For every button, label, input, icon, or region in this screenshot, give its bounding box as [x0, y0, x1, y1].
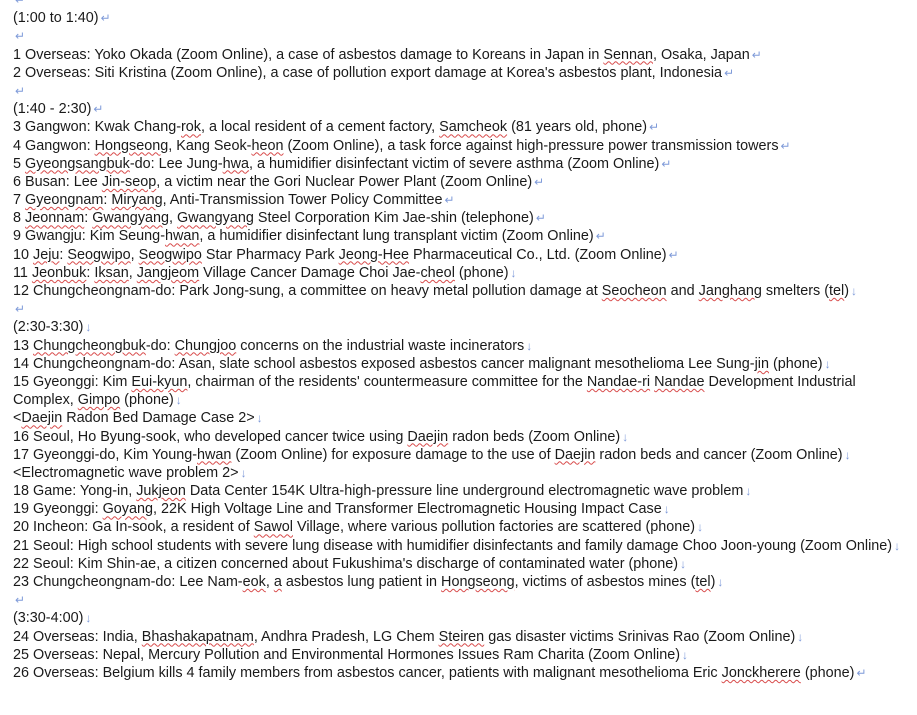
spellcheck-flagged-word: Goyang — [102, 501, 154, 518]
spellcheck-flagged-word: Seogwipo — [138, 246, 202, 263]
paragraph-mark-icon — [669, 248, 679, 262]
empty-line[interactable] — [13, 591, 913, 609]
text-run: ) — [844, 283, 850, 299]
spellcheck-flagged-word: Bhashakapatnam — [141, 628, 254, 645]
text-run: 21 Seoul: High school students with severe lung disease with humidifier disinfectants and family damage Choo Joon-young (Zoom Online) — [13, 537, 893, 554]
document-body — [13, 0, 913, 682]
spellcheck-flagged-word: rok — [181, 119, 201, 136]
spellcheck-flagged-word: Steiren — [438, 628, 485, 645]
spellcheck-flagged-word: Daejin — [21, 410, 63, 427]
paragraph-mark-icon — [596, 229, 606, 243]
document-line[interactable] — [13, 664, 913, 682]
document-line[interactable] — [13, 173, 913, 191]
text-run: 7 — [13, 192, 26, 209]
document-line[interactable] — [13, 209, 913, 227]
text-run: , Kang Seok- — [168, 137, 252, 154]
text-run: -do: Lee Jung- — [129, 155, 223, 172]
text-run: concerns on the industrial waste incinerators — [236, 337, 525, 354]
text-run: Star Pharmacy Park — [201, 246, 339, 263]
text-run: 4 Gangwon: — [13, 137, 95, 154]
text-run: (Zoom Online), a task force against high-pressure power transmission towers — [283, 137, 779, 154]
text-run: , 22K High Voltage Line and Transformer Electromagnetic Housing Impact Case — [153, 501, 662, 518]
document-line[interactable] — [13, 282, 913, 300]
spellcheck-flagged-word: Jeonnam — [25, 210, 85, 227]
spellcheck-flagged-word: Seogwipo — [67, 246, 131, 263]
text-run: 14 Chungcheongnam-do: Asan, slate school asbestos exposed asbestos cancer malignant mesothelioma Lee Sung- — [13, 355, 755, 372]
line-break-mark-icon — [845, 448, 851, 462]
paragraph-mark-icon — [661, 157, 671, 171]
spellcheck-flagged-word: Jangjeom — [136, 264, 200, 281]
document-line[interactable] — [13, 137, 913, 155]
text-run: , a humidifier disinfectant lung transplant victim (Zoom Online) — [199, 228, 594, 245]
spellcheck-flagged-word: hwa — [222, 155, 250, 172]
empty-line[interactable] — [13, 82, 913, 100]
text-run: (phone) — [120, 392, 174, 409]
spellcheck-flagged-word: a — [273, 574, 282, 591]
text-run: 23 Chungcheongnam-do: Lee Nam- — [13, 574, 243, 591]
spellcheck-flagged-word: Chungjoo — [174, 337, 237, 354]
spellcheck-flagged-word: Gwangyang — [92, 210, 170, 227]
spellcheck-flagged-word: hwan — [164, 228, 200, 245]
document-line[interactable] — [13, 318, 913, 336]
text-run: 18 Game: Yong-in, — [13, 483, 137, 500]
document-line[interactable] — [13, 155, 913, 173]
spellcheck-flagged-word: cheol — [420, 264, 455, 281]
text-run: , a humidifier disinfectant victim of severe asthma (Zoom Online) — [249, 155, 660, 172]
document-line[interactable] — [13, 428, 913, 446]
text-run: (phone) — [800, 664, 855, 681]
text-run: gas disaster victims Srinivas Rao (Zoom Online) — [484, 628, 796, 645]
text-run: 9 Gwangju: Kim Seung- — [13, 228, 165, 245]
empty-line[interactable] — [13, 27, 913, 45]
spellcheck-flagged-word: heon — [251, 137, 284, 154]
line-break-mark-icon — [526, 339, 532, 353]
text-run: -do: — [145, 337, 175, 354]
paragraph-mark-icon — [15, 84, 25, 98]
line-break-mark-icon — [241, 466, 247, 480]
text-run: radon beds (Zoom Online) — [448, 428, 621, 445]
document-line[interactable] — [13, 482, 913, 500]
text-run: : — [59, 246, 68, 263]
text-run: 22 Seoul: Kim Shin-ae, a citizen concerned about Fukushima's discharge of contaminated water (phone) — [13, 555, 679, 572]
text-run: , a local resident of a cement factory, — [201, 119, 440, 136]
text-run: 11 — [13, 264, 32, 281]
spellcheck-flagged-word: Daejin — [554, 446, 596, 463]
spellcheck-flagged-word: Jeonbuk — [31, 264, 87, 281]
spellcheck-flagged-word: Sennan — [603, 46, 653, 63]
line-break-mark-icon — [717, 575, 723, 589]
text-run: , — [128, 264, 137, 281]
text-run: 19 Gyeonggi: — [13, 501, 103, 518]
text-run: 10 — [13, 246, 34, 263]
text-run: Development Industrial Complex, — [13, 373, 856, 409]
document-line[interactable] — [13, 628, 913, 646]
text-run: 16 Seoul, Ho Byung-sook, who developed cancer twice using — [13, 428, 408, 445]
document-line[interactable] — [13, 609, 913, 627]
empty-line[interactable] — [13, 0, 913, 9]
document-line[interactable] — [13, 246, 913, 264]
spellcheck-flagged-word: Daejin — [407, 428, 449, 445]
spellcheck-flagged-word: Nandae — [654, 373, 705, 390]
spellcheck-flagged-word: jin — [754, 355, 769, 372]
text-run: 26 Overseas: Belgium kills 4 family members from asbestos cancer, patients with malignant mesothelioma Eric — [13, 664, 722, 681]
spellcheck-flagged-word: Janghang — [698, 283, 762, 299]
spellcheck-flagged-word: Chungcheongbuk — [33, 337, 146, 354]
spellcheck-flagged-word: Miryang — [111, 192, 163, 209]
spellcheck-flagged-word: Seocheon — [601, 283, 667, 299]
spellcheck-flagged-word: Sawol — [253, 519, 293, 536]
document-line[interactable] — [13, 46, 913, 64]
text-run: smelters ( — [761, 283, 830, 299]
spellcheck-flagged-word: Jukjeon — [136, 483, 186, 500]
text-run: <Electromagnetic wave problem 2> — [13, 464, 239, 481]
paragraph-mark-icon — [15, 593, 25, 607]
text-run: (1:00 to 1:40) — [13, 10, 99, 27]
document-line[interactable] — [13, 537, 913, 555]
text-run: radon beds and cancer (Zoom Online) — [595, 446, 843, 463]
paragraph-mark-icon — [856, 666, 866, 680]
text-run: and — [666, 283, 699, 299]
text-run: , victims of asbestos mines ( — [514, 574, 696, 591]
text-run: : — [86, 264, 95, 281]
text-run: < — [13, 410, 22, 427]
text-run: Village Cancer Damage Choi Jae- — [199, 264, 421, 281]
line-break-mark-icon — [680, 557, 686, 571]
text-run: asbestos lung patient in — [281, 574, 442, 591]
document-line[interactable] — [13, 355, 913, 373]
line-break-mark-icon — [697, 520, 703, 534]
line-break-mark-icon — [745, 484, 751, 498]
text-run: 3 Gangwon: Kwak Chang- — [13, 119, 181, 136]
text-run: : — [103, 192, 112, 209]
line-break-mark-icon — [257, 411, 263, 425]
paragraph-mark-icon — [101, 11, 111, 25]
document-line[interactable] — [13, 373, 913, 409]
text-run: 5 — [13, 155, 26, 172]
line-break-mark-icon — [176, 393, 182, 407]
text-run: , Andhra Pradesh, LG Chem — [253, 628, 439, 645]
text-run: Radon Bed Damage Case 2> — [62, 410, 255, 427]
line-break-mark-icon — [851, 284, 857, 298]
text-run: Pharmaceutical Co., Ltd. (Zoom Online) — [409, 246, 667, 263]
document-line[interactable] — [13, 264, 913, 282]
line-break-mark-icon — [825, 357, 831, 371]
paragraph-mark-icon — [15, 29, 25, 43]
line-break-mark-icon — [894, 539, 900, 553]
text-run: (phone) — [769, 355, 823, 372]
spellcheck-flagged-word: eok — [242, 574, 266, 591]
spellcheck-flagged-word: Hongseong — [441, 574, 515, 591]
paragraph-mark-icon — [649, 120, 659, 134]
document-line[interactable] — [13, 64, 913, 82]
document-line[interactable] — [13, 409, 913, 427]
line-break-mark-icon — [797, 630, 803, 644]
line-break-mark-icon — [622, 430, 628, 444]
paragraph-mark-icon — [15, 0, 25, 7]
text-run: , — [169, 210, 178, 227]
document-line[interactable] — [13, 518, 913, 536]
document-line[interactable] — [13, 555, 913, 573]
text-run: 6 Busan: Lee — [13, 173, 102, 190]
spellcheck-flagged-word: Jeju — [33, 246, 60, 263]
paragraph-mark-icon — [724, 66, 734, 80]
paragraph-mark-icon — [93, 102, 103, 116]
text-run: , — [265, 574, 274, 591]
line-break-mark-icon — [85, 611, 91, 625]
paragraph-mark-icon — [534, 175, 544, 189]
spellcheck-flagged-word: Jeong-Hee — [338, 246, 410, 263]
spellcheck-flagged-word: Jonckherere — [721, 664, 801, 681]
text-run: 8 — [13, 210, 26, 227]
document-line[interactable] — [13, 9, 913, 27]
text-run: 2 Overseas: Siti Kristina (Zoom Online), a case of pollution export damage at Korea's asbestos plant, Indonesia — [13, 64, 723, 81]
text-run: 13 — [13, 337, 34, 354]
document-line[interactable] — [13, 464, 913, 482]
text-run: ) — [710, 574, 716, 591]
text-run: , a victim near the Gori Nuclear Power Plant (Zoom Online) — [156, 173, 533, 190]
text-run: 25 Overseas: Nepal, Mercury Pollution and Environmental Hormones Issues Ram Charita (Zoom Online) — [13, 646, 681, 663]
text-run: : — [84, 210, 93, 227]
spellcheck-flagged-word: Gwangyang — [177, 210, 254, 227]
text-run: , — [130, 246, 139, 263]
text-run: 15 Gyeonggi: Kim — [13, 373, 132, 390]
document-line[interactable] — [13, 227, 913, 245]
document-line[interactable] — [13, 446, 913, 464]
text-run: 20 Incheon: Ga In-sook, a resident of — [13, 519, 254, 536]
text-run: 12 Chungcheongnam-do: Park Jong-sung, a committee on heavy metal pollution damage at — [13, 283, 602, 299]
line-break-mark-icon — [85, 320, 91, 334]
empty-line[interactable] — [13, 300, 913, 318]
paragraph-mark-icon — [536, 211, 546, 225]
line-break-mark-icon — [664, 502, 670, 516]
document-line[interactable] — [13, 646, 913, 664]
text-run: (2:30-3:30) — [13, 319, 84, 336]
text-run: (Zoom Online) for exposure damage to the use of — [231, 446, 555, 463]
paragraph-mark-icon — [445, 193, 455, 207]
spellcheck-flagged-word: tel — [695, 574, 711, 591]
document-line[interactable] — [13, 100, 913, 118]
spellcheck-flagged-word: Jin-seop — [101, 173, 157, 190]
text-run: Steel Corporation Kim Jae-shin (telephone) — [253, 210, 534, 227]
paragraph-mark-icon — [752, 48, 762, 62]
text-run: , Anti-Transmission Tower Policy Committee — [162, 192, 443, 209]
spellcheck-flagged-word: Nandae-ri — [586, 373, 651, 390]
spellcheck-flagged-word: Samcheok — [439, 119, 508, 136]
text-run: , Osaka, Japan — [652, 46, 750, 63]
text-run: Data Center 154K Ultra-high-pressure line underground electromagnetic wave problem — [185, 483, 744, 500]
text-run: 1 Overseas: Yoko Okada (Zoom Online), a case of asbestos damage to Koreans in Japan in — [13, 46, 604, 63]
spellcheck-flagged-word: Hongseong — [94, 137, 169, 154]
spellcheck-flagged-word: tel — [829, 283, 845, 299]
spellcheck-flagged-word: Gyeongnam — [25, 192, 104, 209]
text-run: (81 years old, phone) — [507, 119, 648, 136]
line-break-mark-icon — [511, 266, 517, 280]
spellcheck-flagged-word: Iksan — [94, 264, 129, 281]
text-run: (1:40 - 2:30) — [13, 101, 92, 118]
paragraph-mark-icon — [781, 139, 791, 153]
document-line[interactable] — [13, 337, 913, 355]
spellcheck-flagged-word: Eui-kyun — [131, 373, 188, 390]
document-line[interactable] — [13, 191, 913, 209]
text-run: , chairman of the residents' countermeasure committee for the — [187, 373, 587, 390]
text-run: 24 Overseas: India, — [13, 628, 142, 645]
document-line[interactable] — [13, 500, 913, 518]
text-run: (3:30-4:00) — [13, 610, 84, 627]
text-run: Village, where various pollution factories are scattered (phone) — [293, 519, 696, 536]
spellcheck-flagged-word: Gyeongsangbuk — [25, 155, 130, 172]
document-line[interactable] — [13, 573, 913, 591]
spellcheck-flagged-word: hwan — [197, 446, 232, 463]
spellcheck-flagged-word: Gimpo — [77, 392, 121, 409]
paragraph-mark-icon — [15, 302, 25, 316]
document-line[interactable] — [13, 118, 913, 136]
text-run: 17 Gyeonggi-do, Kim Young- — [13, 446, 198, 463]
line-break-mark-icon — [682, 648, 688, 662]
text-run: (phone) — [454, 264, 509, 281]
